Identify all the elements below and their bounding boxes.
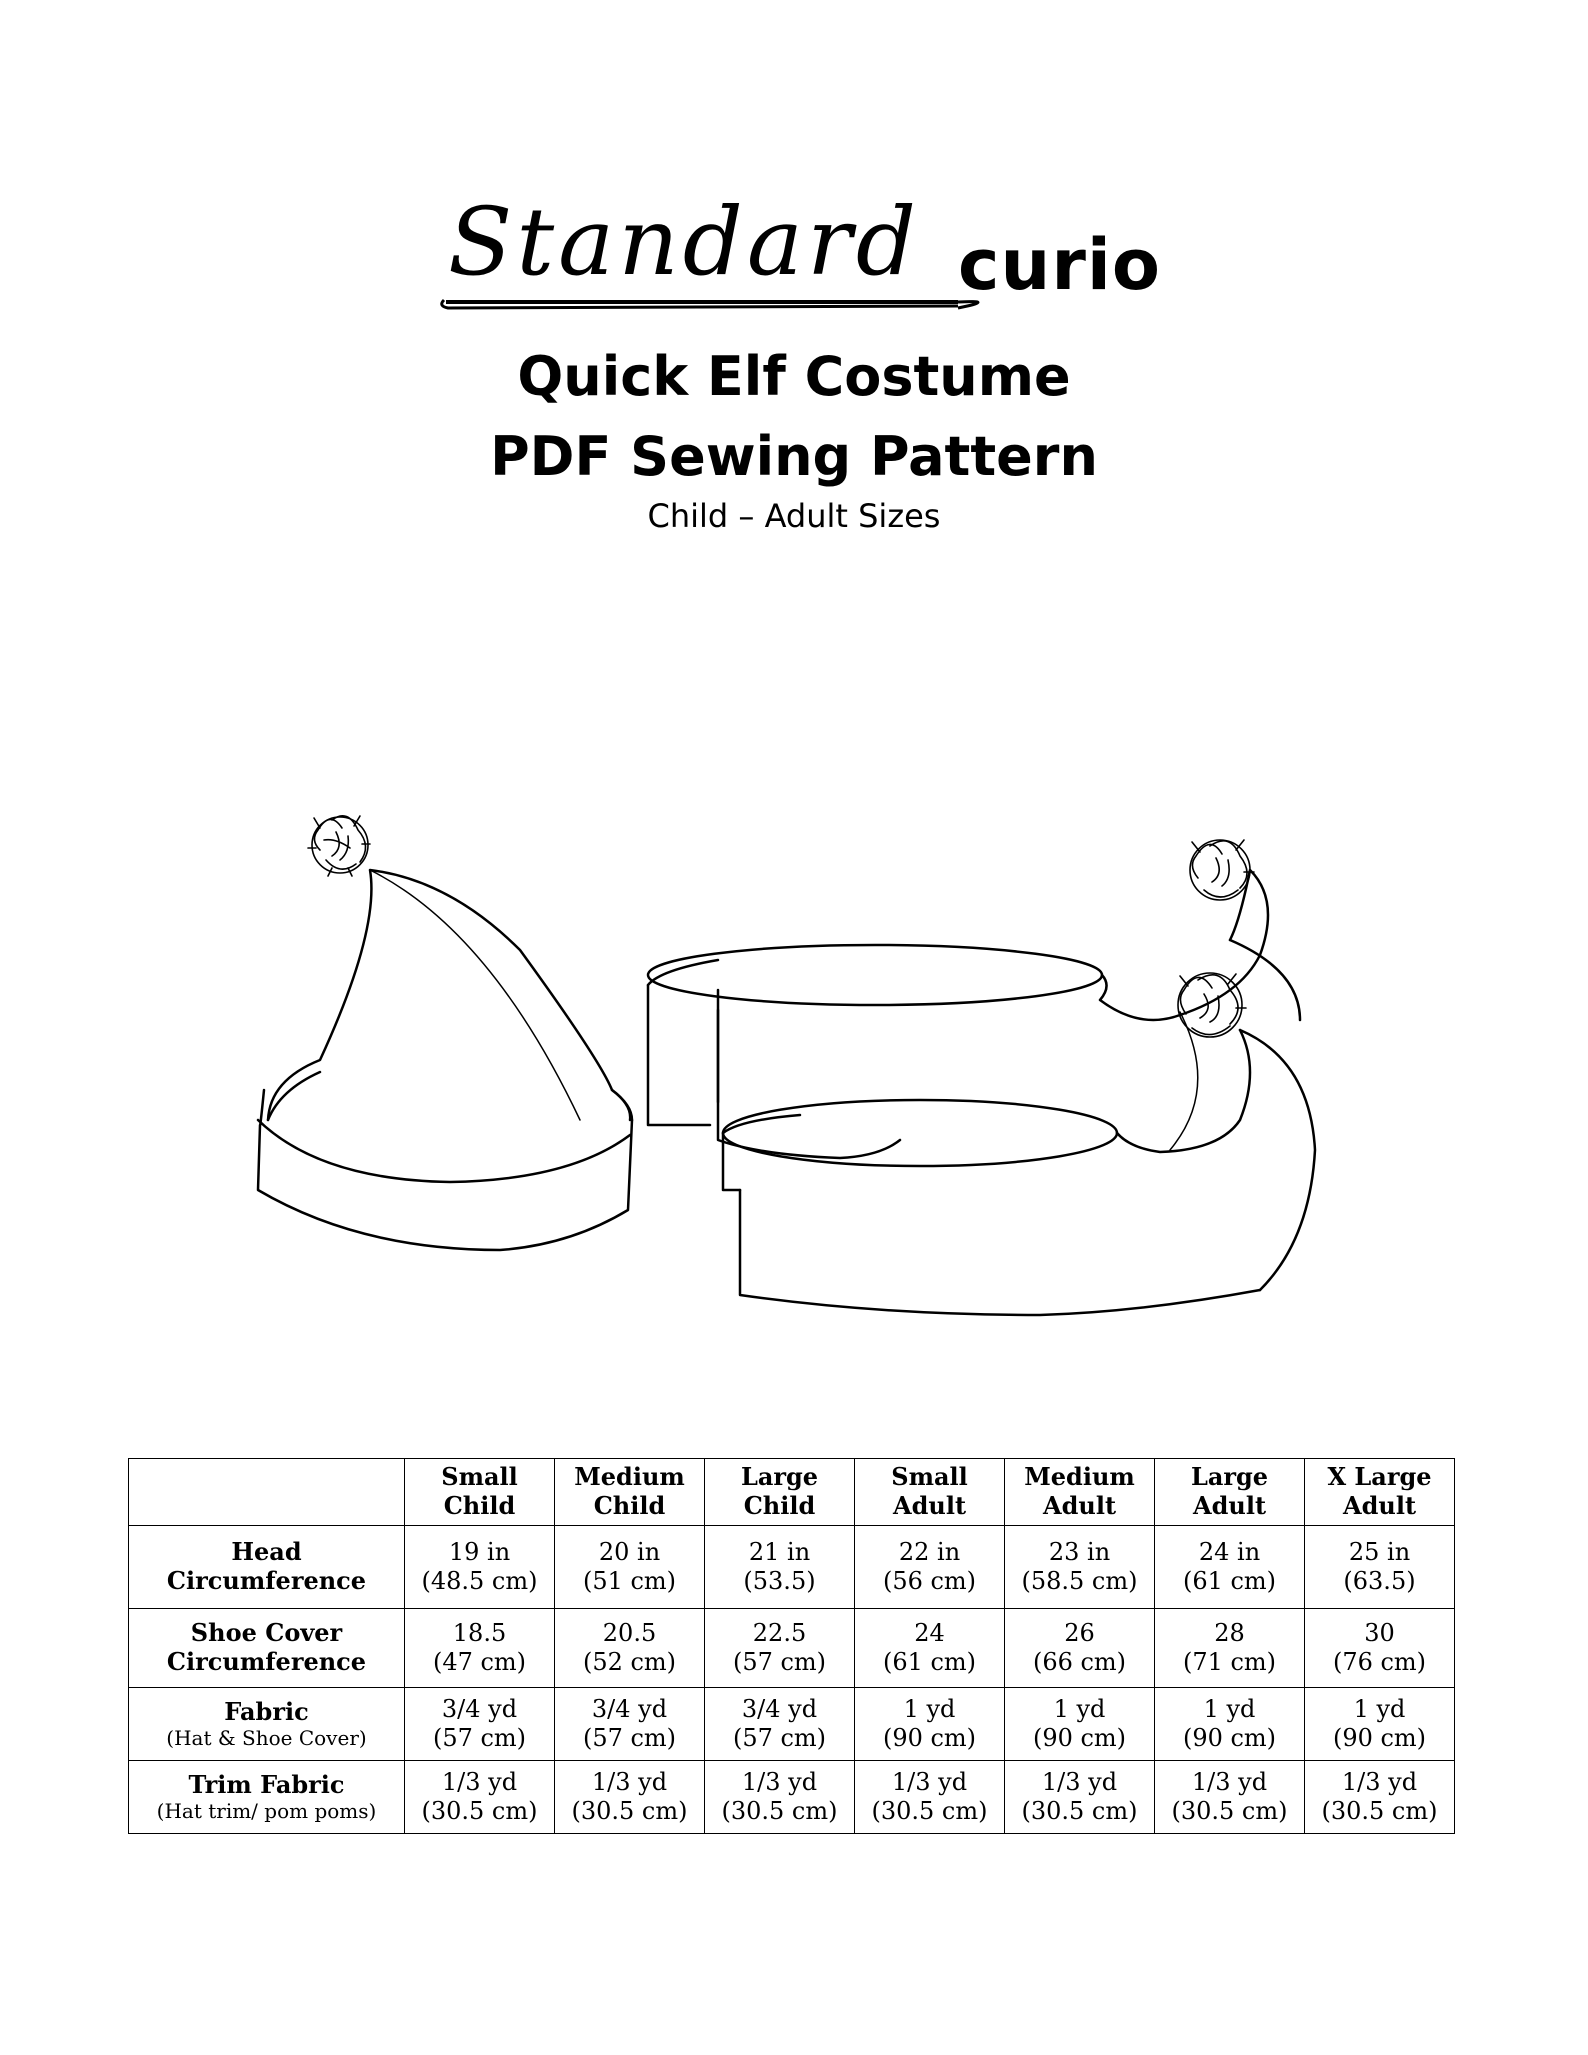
- column-header: Large Child: [705, 1459, 855, 1526]
- page-title-line2: PDF Sewing Pattern: [490, 425, 1098, 488]
- column-header: Medium Adult: [1005, 1459, 1155, 1526]
- table-cell: 30 (76 cm): [1305, 1609, 1455, 1688]
- column-header: Medium Child: [555, 1459, 705, 1526]
- table-cell: 1 yd (90 cm): [1005, 1688, 1155, 1761]
- table-cell: 1/3 yd (30.5 cm): [1005, 1761, 1155, 1834]
- hat-pom-pom-icon: [308, 816, 370, 876]
- brand-script-text: Standard: [448, 188, 921, 297]
- table-row: [129, 1688, 1455, 1761]
- size-chart-table: [128, 1458, 1455, 1834]
- table-cell: 1 yd (90 cm): [855, 1688, 1005, 1761]
- row-label: Fabric (Hat & Shoe Cover): [129, 1688, 405, 1761]
- page-title: Quick Elf Costume: [517, 345, 1071, 408]
- brand-word-text: curio: [958, 224, 1161, 306]
- table-cell: 3/4 yd (57 cm): [405, 1688, 555, 1761]
- shoe-cover-back-icon: [648, 870, 1300, 1158]
- table-cell: 19 in (48.5 cm): [405, 1526, 555, 1609]
- table-cell: 1/3 yd (30.5 cm): [405, 1761, 555, 1834]
- table-cell: 1/3 yd (30.5 cm): [1155, 1761, 1305, 1834]
- elf-hat-icon: [258, 870, 632, 1250]
- column-header: X Large Adult: [1305, 1459, 1455, 1526]
- table-cell: 1/3 yd (30.5 cm): [855, 1761, 1005, 1834]
- table-cell: 21 in (53.5): [705, 1526, 855, 1609]
- costume-illustration: [240, 790, 1350, 1350]
- table-cell: 26 (66 cm): [1005, 1609, 1155, 1688]
- table-cell: 23 in (58.5 cm): [1005, 1526, 1155, 1609]
- table-cell: 18.5 (47 cm): [405, 1609, 555, 1688]
- row-label: Head Circumference: [129, 1526, 405, 1609]
- table-cell: 3/4 yd (57 cm): [555, 1688, 705, 1761]
- table-cell: 24 (61 cm): [855, 1609, 1005, 1688]
- table-cell: 22 in (56 cm): [855, 1526, 1005, 1609]
- table-row: [129, 1526, 1455, 1609]
- column-header: Large Adult: [1155, 1459, 1305, 1526]
- table-cell: 28 (71 cm): [1155, 1609, 1305, 1688]
- table-cell: 3/4 yd (57 cm): [705, 1688, 855, 1761]
- table-cell: 20.5 (52 cm): [555, 1609, 705, 1688]
- table-header-row: [129, 1459, 1455, 1526]
- table-row: [129, 1609, 1455, 1688]
- brand-logo: [438, 188, 1161, 316]
- table-cell: 1 yd (90 cm): [1155, 1688, 1305, 1761]
- shoe-front-pom-pom-icon: [1178, 973, 1246, 1037]
- table-row: [129, 1761, 1455, 1834]
- table-corner-cell: [129, 1459, 405, 1526]
- table-cell: 22.5 (57 cm): [705, 1609, 855, 1688]
- table-cell: 25 in (63.5): [1305, 1526, 1455, 1609]
- column-header: Small Child: [405, 1459, 555, 1526]
- table-cell: 1 yd (90 cm): [1305, 1688, 1455, 1761]
- page-subtitle: Child – Adult Sizes: [647, 497, 941, 535]
- table-cell: 24 in (61 cm): [1155, 1526, 1305, 1609]
- column-header: Small Adult: [855, 1459, 1005, 1526]
- table-cell: 1/3 yd (30.5 cm): [1305, 1761, 1455, 1834]
- table-cell: 1/3 yd (30.5 cm): [555, 1761, 705, 1834]
- table-cell: 1/3 yd (30.5 cm): [705, 1761, 855, 1834]
- shoe-cover-front-icon: [723, 1012, 1315, 1315]
- row-label: Trim Fabric (Hat trim/ pom poms): [129, 1761, 405, 1834]
- row-label: Shoe Cover Circumference: [129, 1609, 405, 1688]
- table-cell: 20 in (51 cm): [555, 1526, 705, 1609]
